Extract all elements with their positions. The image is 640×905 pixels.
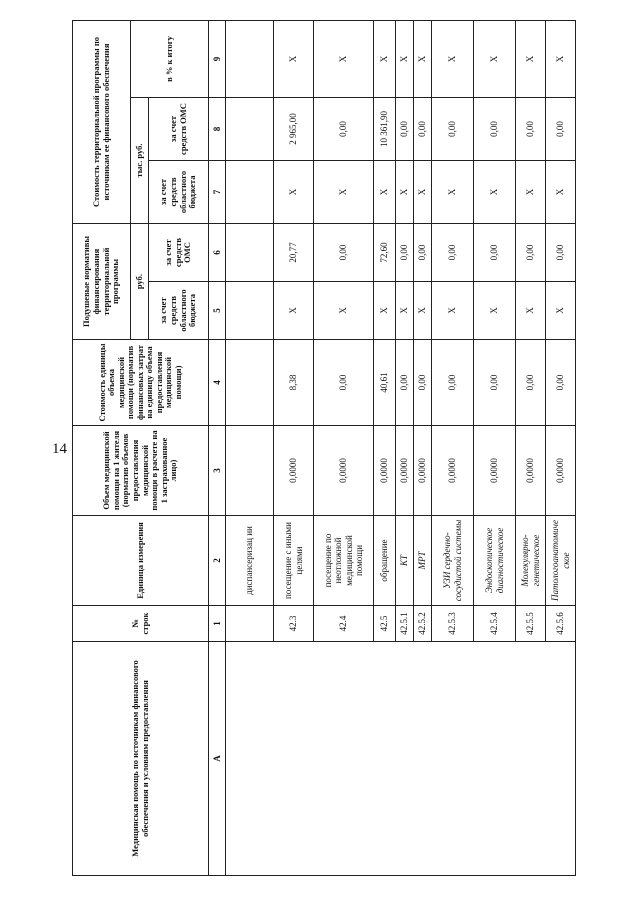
regional-rub-cell: X [474,282,516,340]
pct-cell: X [274,21,314,98]
header-oms-th: за счет средств ОМС [149,98,209,161]
regional-th-cell: X [396,161,414,224]
header-rub: руб. [131,224,149,340]
regional-rub-cell [226,282,274,340]
table-body [226,21,576,876]
oms-th-cell: 0,00 [516,98,546,161]
row-number-cell: 42.5 [374,606,396,642]
oms-rub-cell: 0,00 [432,224,474,282]
row-number-cell [226,606,274,642]
pct-cell [226,21,274,98]
unit-cell: посещение по неотложной медицинской помощи [314,516,374,606]
volume-cell: 0,0000 [432,426,474,516]
row-number-cell: 42.5.2 [414,606,432,642]
header-pct: в % к итогу [131,21,209,98]
table-row [226,21,274,876]
oms-rub-cell: 0,00 [414,224,432,282]
row-number-cell: 42.5.4 [474,606,516,642]
col-number: 7 [209,161,226,224]
col-number: 2 [209,516,226,606]
header-oms-rub: за счет средств ОМС [149,224,209,282]
volume-cell: 0,0000 [474,426,516,516]
oms-th-cell: 0,00 [414,98,432,161]
regional-th-cell: X [474,161,516,224]
pct-cell: X [516,21,546,98]
pct-cell: X [474,21,516,98]
oms-rub-cell: 0,00 [516,224,546,282]
unit-cell: обращение [374,516,396,606]
header-regional-rub: за счет средств областного бюджета [149,282,209,340]
col-number: 8 [209,98,226,161]
unit-cell: посещение с иными целями [274,516,314,606]
volume-cell: 0,0000 [396,426,414,516]
row-number-cell: 42.5.3 [432,606,474,642]
financing-table [72,20,576,876]
header-unit: Единица измерения [73,516,209,606]
volume-cell: 0,0000 [516,426,546,516]
regional-rub-cell: X [374,282,396,340]
pct-cell: X [396,21,414,98]
unit-cell: КТ [396,516,414,606]
unit-cost-cell: 8,38 [274,340,314,426]
regional-th-cell: X [314,161,374,224]
pct-cell: X [314,21,374,98]
header-row-no: № строк [73,606,209,642]
oms-rub-cell: 72,60 [374,224,396,282]
col-number: А [209,642,226,876]
volume-cell: 0,0000 [546,426,576,516]
row-number-cell: 42.5.6 [546,606,576,642]
header-regional-th: за счет средств областного бюджета [149,161,209,224]
col-number: 9 [209,21,226,98]
row-number-cell: 42.3 [274,606,314,642]
table-header [73,21,226,876]
unit-cost-cell: 0,00 [314,340,374,426]
assistance-cell [226,642,576,876]
unit-cost-cell [226,340,274,426]
oms-th-cell: 2 965,00 [274,98,314,161]
rotated-table-container [72,21,602,876]
oms-th-cell: 0,00 [396,98,414,161]
unit-cost-cell: 0,00 [546,340,576,426]
oms-th-cell: 0,00 [314,98,374,161]
oms-th-cell: 0,00 [474,98,516,161]
col-number: 1 [209,606,226,642]
pct-cell: X [432,21,474,98]
oms-th-cell: 0,00 [432,98,474,161]
unit-cost-cell: 0,00 [516,340,546,426]
oms-th-cell: 0,00 [546,98,576,161]
volume-cell: 0,0000 [374,426,396,516]
header-th-rub: тыс. руб. [131,98,149,224]
volume-cell [226,426,274,516]
oms-rub-cell [226,224,274,282]
header-assistance: Медицинская помощь по источникам финансового обеспечения и условиям предоставления [73,642,209,876]
pct-cell: X [374,21,396,98]
col-number: 5 [209,282,226,340]
header-per-capita: Подушевые нормативы финансирования территориальной программы [73,224,131,340]
unit-cost-cell: 0,00 [432,340,474,426]
unit-cell: УЗИ сердечно-сосудистой системы [432,516,474,606]
regional-rub-cell: X [546,282,576,340]
regional-th-cell: X [432,161,474,224]
regional-th-cell: X [374,161,396,224]
unit-cost-cell: 0,00 [396,340,414,426]
oms-th-cell: 10 361,90 [374,98,396,161]
col-number: 6 [209,224,226,282]
col-number: 3 [209,426,226,516]
pct-cell: X [546,21,576,98]
regional-th-cell: X [516,161,546,224]
header-unit-cost: Стоимость единицы объема медицинской помощи (норматив финансовых затрат на единицу объема предоставления медицинской помощи) [73,340,209,426]
regional-rub-cell: X [396,282,414,340]
header-volume: Объем медицинской помощи на 1 жителя (норматив объемов предоставления медицинской помощи в расчете на 1 застрахованное лицо) [73,426,209,516]
row-number-cell: 42.4 [314,606,374,642]
pct-cell: X [414,21,432,98]
volume-cell: 0,0000 [314,426,374,516]
regional-rub-cell: X [516,282,546,340]
unit-cell: Молекулярно-генетическое [516,516,546,606]
volume-cell: 0,0000 [274,426,314,516]
row-number-cell: 42.5.1 [396,606,414,642]
regional-rub-cell: X [432,282,474,340]
regional-rub-cell: X [314,282,374,340]
unit-cell: диспансеризац ии [226,516,274,606]
regional-th-cell: X [414,161,432,224]
column-numbers-row [209,21,226,876]
regional-rub-cell: X [414,282,432,340]
oms-rub-cell: 20,77 [274,224,314,282]
regional-rub-cell: X [274,282,314,340]
unit-cost-cell: 0,00 [474,340,516,426]
page-number: 14 [52,441,67,457]
regional-th-cell: X [274,161,314,224]
row-number-cell: 42.5.5 [516,606,546,642]
oms-rub-cell: 0,00 [396,224,414,282]
regional-th-cell: X [546,161,576,224]
volume-cell: 0,0000 [414,426,432,516]
unit-cost-cell: 0,00 [414,340,432,426]
regional-th-cell [226,161,274,224]
header-cost-total: Стоимость территориальной программы по источникам ее финансового обеспечения [73,21,131,224]
unit-cell: Эндоскопическое диагностическое [474,516,516,606]
unit-cell: МРТ [414,516,432,606]
oms-rub-cell: 0,00 [314,224,374,282]
oms-rub-cell: 0,00 [546,224,576,282]
oms-th-cell [226,98,274,161]
unit-cost-cell: 40,61 [374,340,396,426]
col-number: 4 [209,340,226,426]
oms-rub-cell: 0,00 [474,224,516,282]
unit-cell: Патологоанатомическое [546,516,576,606]
